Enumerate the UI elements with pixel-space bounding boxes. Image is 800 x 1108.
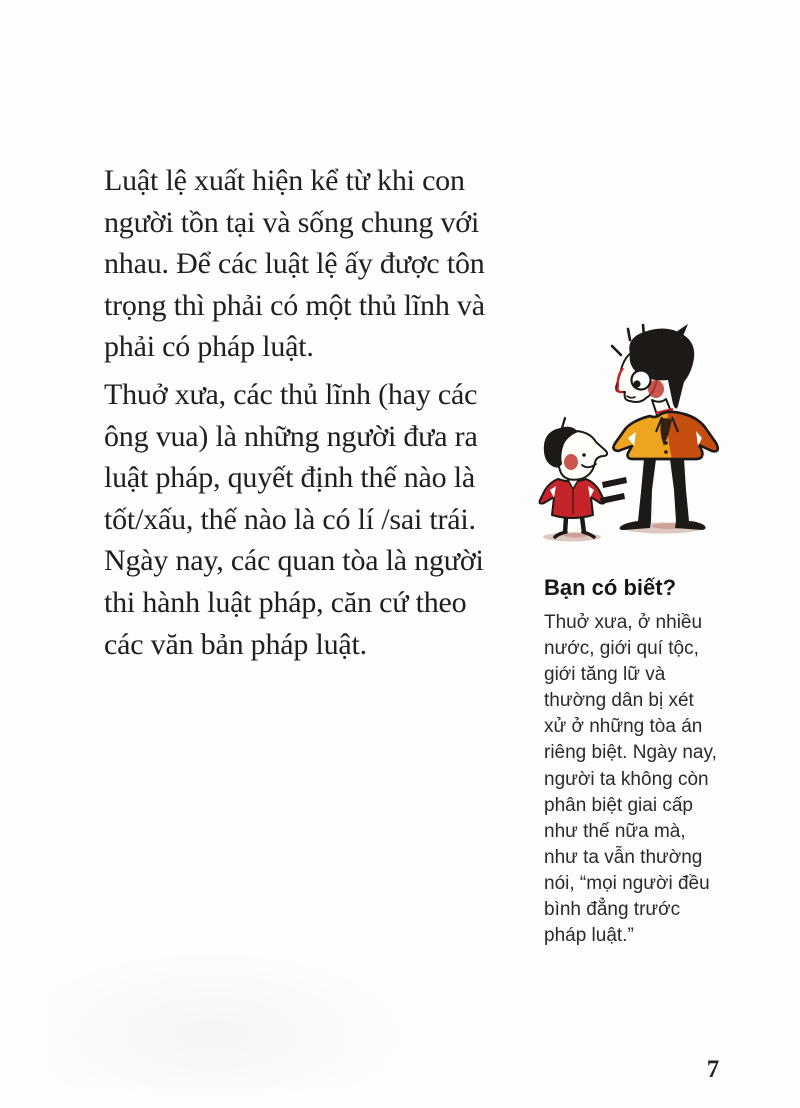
text-line: người tồn tại và sống chung với bbox=[104, 205, 480, 239]
paragraph-2 bbox=[104, 374, 534, 665]
text-line: tốt/xấu, thế nào là có lí /sai trái. bbox=[104, 502, 476, 536]
text-line: thi hành luật pháp, căn cứ theo bbox=[104, 585, 467, 619]
sidebar-heading: Bạn có biết? bbox=[544, 575, 677, 600]
scan-texture bbox=[50, 950, 410, 1090]
child-adult-cartoon-illustration bbox=[520, 312, 785, 562]
sidebar-line: bình đẳng trước bbox=[544, 899, 681, 921]
text-line: Luật lệ xuất hiện kể từ khi con bbox=[104, 164, 465, 197]
main-text-block bbox=[104, 160, 534, 671]
did-you-know-sidebar bbox=[544, 574, 772, 949]
sidebar-line: phân biệt giai cấp bbox=[544, 794, 693, 816]
text-line: nhau. Để các luật lệ ấy được tôn bbox=[104, 247, 485, 281]
sidebar-line: như thế nữa mà, bbox=[544, 820, 686, 842]
sidebar-line: nói, “mọi người đều bbox=[544, 872, 710, 894]
sidebar-line: riêng biệt. Ngày nay, bbox=[544, 742, 717, 764]
equals-sign-icon bbox=[600, 477, 627, 504]
sidebar-line: giới tăng lữ và bbox=[544, 664, 666, 686]
paragraph-1 bbox=[104, 160, 534, 368]
sidebar-line: pháp luật.” bbox=[544, 925, 634, 947]
page-number: 7 bbox=[706, 1056, 720, 1083]
text-line: trọng thì phải có một thủ lĩnh và bbox=[104, 288, 485, 322]
sidebar-line: thường dân bị xét bbox=[544, 690, 694, 712]
text-line: Ngày nay, các quan tòa là người bbox=[104, 544, 484, 578]
text-line: các văn bản pháp luật. bbox=[104, 627, 367, 661]
sidebar-line: xử ở những tòa án bbox=[544, 716, 703, 738]
sidebar-line: Thuở xưa, ở nhiều bbox=[544, 612, 703, 633]
text-line: ông vua) là những người đưa ra bbox=[104, 419, 478, 453]
text-line: phải có pháp luật. bbox=[104, 330, 314, 364]
sidebar-line: như ta vẫn thường bbox=[544, 846, 703, 868]
text-line: Thuở xưa, các thủ lĩnh (hay các bbox=[104, 377, 478, 411]
sidebar-line: người ta không còn bbox=[544, 768, 709, 790]
sidebar-body bbox=[544, 610, 772, 949]
sidebar-line: nước, giới quí tộc, bbox=[544, 638, 699, 660]
child-figure bbox=[540, 418, 608, 537]
adult-figure bbox=[612, 324, 718, 530]
text-line: luật pháp, quyết định thế nào là bbox=[104, 461, 476, 495]
